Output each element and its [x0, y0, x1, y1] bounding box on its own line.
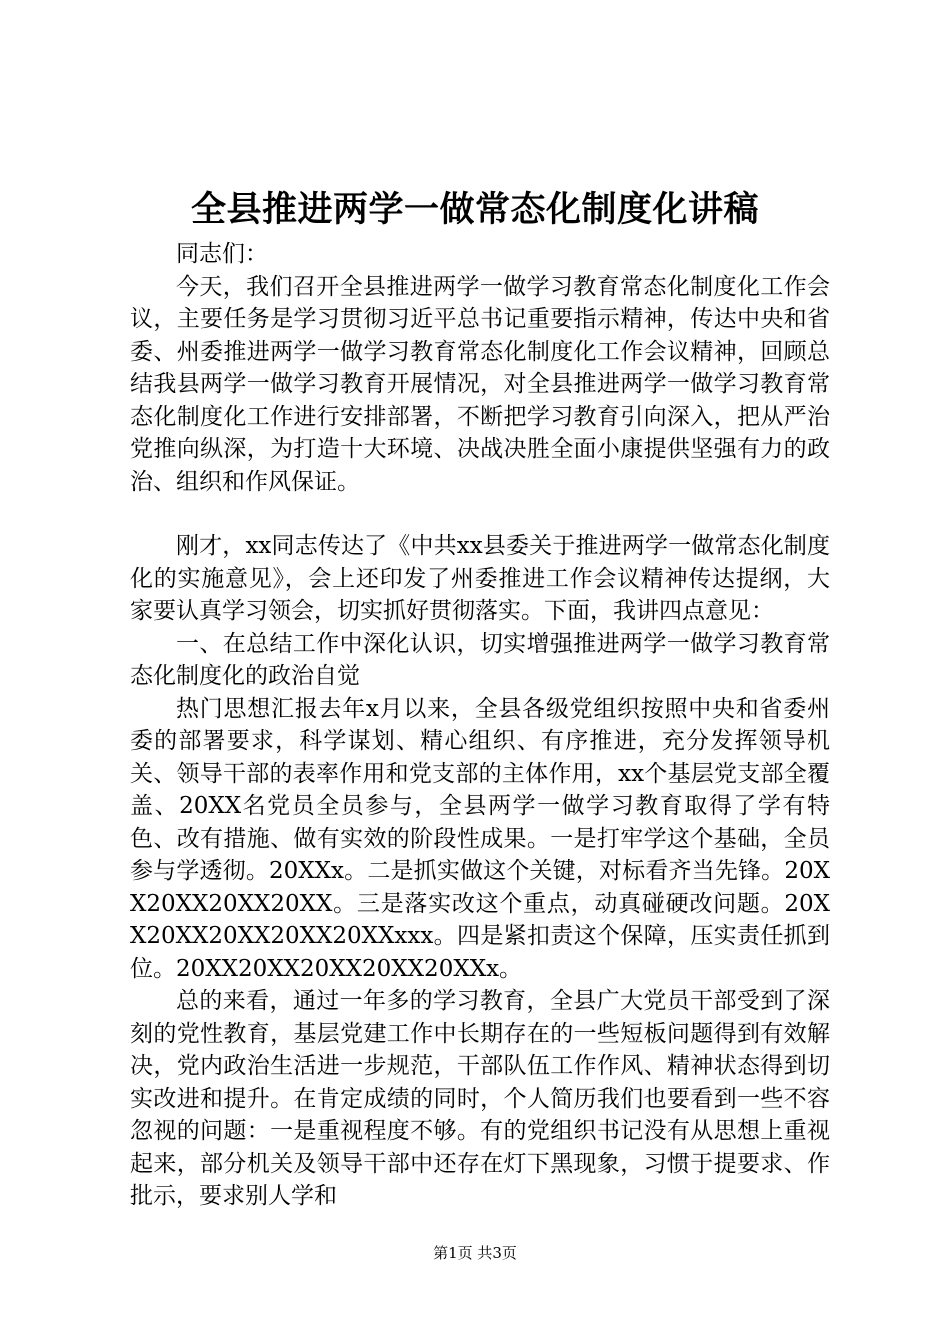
paragraph-summary: 总的来看，通过一年多的学习教育，全县广大党员干部受到了深刻的党性教育，基层党建工作中长期存在的一些短板问题得到有效解决，党内政治生活进一步规范，干部队伍工作作风、精神状态得到切实改进和提升。在肯定成绩的同时，个人简历我们也要看到一些不容忽视的问题：一是重视程度不够。有的党组织书记没有从思想上重视起来，部分机关及领导干部中还存在灯下黑现象，习惯于提要求、作批示，要求别人学和 — [130, 988, 830, 1209]
section-heading-1: 一、在总结工作中深化认识，切实增强推进两学一做学习教育常态化制度化的政治自觉 — [130, 630, 830, 689]
document-body — [130, 238, 830, 1213]
paragraph-intro: 刚才，xx同志传达了《中共xx县委关于推进两学一做常态化制度化的实施意见》，会上还印发了州委推进工作会议精神传达提纲，大家要认真学习领会，切实抓好贯彻落实。下面，我讲四点意见： — [130, 533, 830, 624]
paragraph-achievements: 热门思想汇报去年x月以来，全县各级党组织按照中央和省委州委的部署要求，科学谋划、精心组织、有序推进，充分发挥领导机关、领导干部的表率作用和党支部的主体作用，xx个基层党支部全覆盖、20XX名党员全员参与，全县两学一做学习教育取得了学有特色、改有措施、做有实效的阶段性成果。一是打牢学这个基础，全员参与学透彻。20XXx。二是抓实做这个关键，对标看齐当先锋。20XX20XX20XX20XX。三是落实改这个重点，动真碰硬改问题。20XX20XX20XX20XX20XXxxx。四是紧扣责这个保障，压实责任抓到位。20XX20XX20XX20XX20XXx。 — [130, 695, 830, 982]
document-title: 全县推进两学一做常态化制度化讲稿 — [190, 189, 759, 230]
page-number-footer: 第1页 共3页 — [433, 1244, 517, 1262]
paragraph-opening: 今天，我们召开全县推进两学一做学习教育常态化制度化工作会议，主要任务是学习贯彻习近平总书记重要指示精神，传达中央和省委、州委推进两学一做学习教育常态化制度化工作会议精神，回顾总结我县两学一做学习教育开展情况，对全县推进两学一做学习教育常态化制度化工作进行安排部署，不断把学习教育引向深入，把从严治党推向纵深，为打造十大环境、决战决胜全面小康提供坚强有力的政治、组织和作风保证。 — [130, 273, 830, 495]
salutation: 同志们： — [176, 241, 268, 267]
